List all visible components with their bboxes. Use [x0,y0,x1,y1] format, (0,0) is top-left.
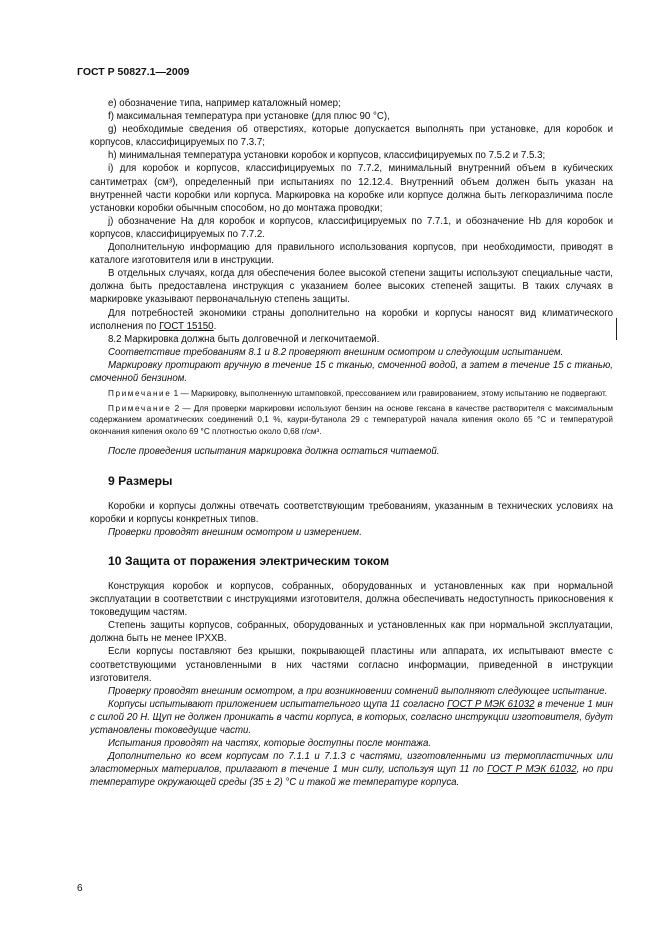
probe-text-end: в течение 1 мин с силой 20 Н. Щуп не должен проникать в части корпуса, в которых, согласно инструкции изготовителя, будут установлены токоведущие части. [90,698,613,737]
paragraph-special-parts: В отдельных случаях, когда для обеспечения более высокой степени защиты используют специальные части, должна быть предоставлена инструкция с указанием более высоких степеней защиты. В таких случаях в маркировке указывают первоначальную степень защиты. [90,268,613,306]
climate-text-end: . [213,320,217,332]
paragraph-additional-info: Дополнительную информацию для правильного использования корпусов, при необходимости, приводят в каталоге изготовителя или в инструкции. [90,242,613,267]
gost-iec-61032-link-2[interactable]: ГОСТ Р МЭК 61032 [487,764,577,776]
gost-15150-link[interactable]: ГОСТ 15150 [159,320,214,332]
document-header: ГОСТ Р 50827.1—2009 [77,66,190,78]
list-item-j: j) обозначение На для коробок и корпусов, классифицируемых по 7.7.1, и обозначение Hb для коробок и корпусов, классифицируемых по 7.7.2. [90,215,613,240]
section-10-paragraph-2: Степень защиты корпусов, собранных, оборудованных и установленных как при нормальной эксплуатации, должна быть не менее IPXXB. [90,620,613,645]
section-10-paragraph-3: Если корпусы поставляют без крышки, покрывающей пластины или аппарата, их испытывают вместе с соответствующими установленными в них частями согласно информации, приведенной в инструкции изготовителя. [90,646,613,684]
probe-text: Корпусы испытывают приложением испытательного щупа 11 согласно [108,698,448,710]
section-9-paragraph: Коробки и корпусы должны отвечать соответствующим требованиям, указанным в технических условиях на коробки и корпусы конкретных типов. [90,500,613,525]
note-2-label: Примечание [108,403,172,413]
section-10-after-mounting: Испытания проводят на частях, которые доступны после монтажа. [108,738,432,750]
list-item-h: h) минимальная температура установки коробок и корпусов, классифицируемых по 7.5.2 и 7.5.3; [108,150,546,162]
section-10-title: 10 Защита от поражения электрическим током [108,553,390,568]
list-item-e: е) обозначение типа, например каталожный номер; [108,98,341,109]
section-10-probe-test [90,698,613,737]
page-content [90,97,613,790]
compliance-check: Соответствие требованиям 8.1 и 8.2 проверяют внешним осмотром и следующим испытанием. [108,346,564,358]
thermo-text: Дополнительно ко всем корпусам по 7.1.1 и 7.1.3 с частями, изготовленными из термопластичных или эластомерных материалов, прилагают в течение 1 мин силу, используя щуп 11 по [90,751,613,776]
thermo-text-end: , но при температуре окружающей среды (35 ± 2) °С и такой же температуре корпуса. [90,764,613,789]
rub-test: Маркировку протирают вручную в течение 15 с тканью, смоченной водой, а затем в течение 15 с тканью, смоченной бензином. [90,359,613,384]
section-10-paragraph-1: Конструкция коробок и корпусов, собранных, оборудованных и установленных как при нормальной эксплуатации в соответствии с инструкциями изготовителя, должна обеспечивать недоступность прикосновения к токоведущим частям. [90,581,613,619]
note-2 [90,403,613,438]
climate-text: Для потребностей экономики страны дополнительно на коробки и корпусы наносят вид климатического исполнения по [90,307,613,332]
list-item-g: g) необходимые сведения об отверстиях, которые допускается выполнять при установке, для коробок и корпусов, классифицируемых по 7.3.7; [90,124,613,149]
note-1 [90,388,613,400]
page-number: 6 [77,883,83,894]
section-9-title: 9 Размеры [108,473,173,488]
section-10-thermoplastic [90,750,613,789]
note-2-text: 2 — Для проверки маркировки используют бензин на основе гексана в качестве растворителя с максимальным содержанием ароматических соединений 0,1 %, каури-бутанола 29 с температурой начала кипения около 65 °С и температурой окончания кипения около 69 °С плотностью около 0,68 г/см³. [90,403,613,436]
paragraph-climate [90,307,613,333]
note-1-label: Примечание [108,389,172,399]
note-1-text: 1 — Маркировку, выполненную штамповкой, прессованием или гравированием, этому испытанию не подвергают. [171,389,608,399]
clause-8-2: 8.2 Маркировка должна быть долговечной и легкочитаемой. [108,333,380,345]
change-bar [616,318,617,340]
list-item-i: i) для коробок и корпусов, классифицируемых по 7.7.2, минимальный внутренний объем в кубических сантиметрах (см³), определенный при испытаниях по 12.12.4. Внутренний объем должен быть указан на внутренней части коробки или корпуса. Маркировка на коробке или корпусе должна быть легкоразличима после установки коробки обычным способом, но до монтажа проводки; [90,163,613,214]
gost-iec-61032-link[interactable]: ГОСТ Р МЭК 61032 [447,698,535,710]
after-test-statement: После проведения испытания маркировка должна остаться читаемой. [108,446,440,458]
section-10-check: Проверку проводят внешним осмотром, а при возникновении сомнений выполняют следующее испытание. [108,685,608,697]
list-item-f: f) максимальная температура при установке (для плюс 90 °С), [108,111,390,123]
section-9-check: Проверки проводят внешним осмотром и измерением. [108,526,362,538]
